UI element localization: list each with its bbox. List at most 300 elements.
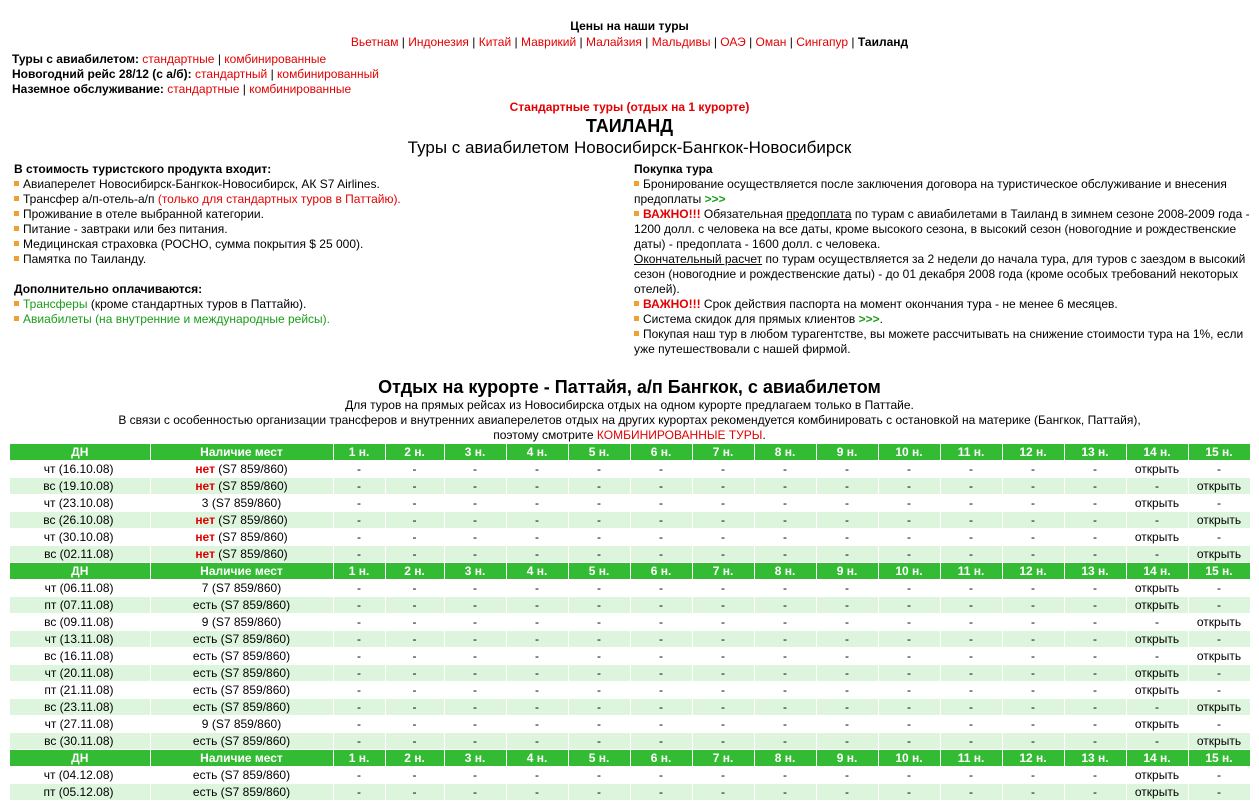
nights-cell: - [1002, 665, 1064, 682]
nights-cell: - [878, 597, 940, 614]
combined-tours-link[interactable]: КОМБИНИРОВАННЫЕ ТУРЫ [596, 428, 763, 442]
open-price-link[interactable]: открыть [1188, 478, 1250, 495]
nights-cell: - [754, 784, 816, 801]
nights-cell: - [385, 478, 444, 495]
purchase-item [634, 297, 1252, 312]
nights-cell: - [444, 733, 506, 750]
nights-cell: - [754, 699, 816, 716]
flight-number: (S7 859/860) [208, 580, 282, 595]
nights-cell: - [754, 716, 816, 733]
bullet-icon [14, 241, 19, 246]
availability-value: 9 [201, 716, 209, 731]
open-price-link[interactable]: открыть [1126, 767, 1188, 784]
nights-cell: - [333, 529, 385, 546]
nights-cell: - [444, 648, 506, 665]
availability-value: 9 [201, 614, 209, 629]
nights-cell: - [1002, 699, 1064, 716]
nights-cell: - [1002, 529, 1064, 546]
column-header: 5 н. [568, 563, 630, 580]
nights-cell: - [878, 665, 940, 682]
column-header: 7 н. [692, 563, 754, 580]
column-header: ДН [10, 750, 150, 767]
purchase-item [634, 177, 1252, 207]
tour-type-links [12, 52, 379, 97]
nights-cell: - [816, 512, 878, 529]
nights-cell: - [568, 546, 630, 563]
country-link-mauritius[interactable]: Маврикий [520, 35, 577, 49]
included-item [14, 252, 614, 267]
nights-cell: - [630, 512, 692, 529]
nights-cell: - [385, 631, 444, 648]
nights-cell: - [816, 597, 878, 614]
nights-cell: - [506, 546, 568, 563]
nights-cell: - [940, 716, 1002, 733]
nights-cell: - [333, 614, 385, 631]
nights-cell: - [1002, 784, 1064, 801]
nights-cell: - [333, 699, 385, 716]
table-row [10, 580, 1250, 597]
nights-cell: - [1064, 529, 1126, 546]
nights-cell: - [333, 512, 385, 529]
nights-cell: - [568, 682, 630, 699]
open-price-link[interactable]: открыть [1188, 546, 1250, 563]
agency-text: Покупая наш тур в любом турагентстве, вы можете рассчитывать на снижение стоимости тура на 1%, если уже путешествовали с нашей фирмой. [634, 327, 1244, 356]
column-header: 12 н. [1002, 563, 1064, 580]
availability-value: нет [195, 512, 215, 527]
nights-cell: - [1188, 495, 1250, 512]
nights-cell: - [878, 495, 940, 512]
nights-cell: - [1064, 495, 1126, 512]
open-price-link[interactable]: открыть [1188, 648, 1250, 665]
nights-cell: - [1002, 648, 1064, 665]
table-row [10, 716, 1250, 733]
booking-text: Бронирование осуществляется после заключения договора на туристическое обслуживание и внесения предоплаты [634, 177, 1227, 206]
open-price-link[interactable]: открыть [1126, 665, 1188, 682]
table-row [10, 784, 1250, 801]
open-price-link[interactable]: открыть [1188, 512, 1250, 529]
nights-cell: - [1126, 512, 1188, 529]
nights-cell: - [333, 546, 385, 563]
bullet-icon [14, 316, 19, 321]
column-header: 1 н. [333, 444, 385, 461]
availability-value: есть [192, 682, 218, 697]
newyear-link-combined[interactable]: комбинированный [277, 67, 379, 81]
column-header: 14 н. [1126, 750, 1188, 767]
nights-cell: - [385, 733, 444, 750]
nights-cell: - [568, 767, 630, 784]
discount-more-link[interactable]: >>> [858, 312, 880, 326]
nights-cell: - [444, 767, 506, 784]
nights-cell: - [385, 512, 444, 529]
nights-cell: - [506, 597, 568, 614]
bullet-icon [14, 181, 19, 186]
flight-number: (S7 859/860) [217, 597, 291, 612]
column-header: 6 н. [630, 444, 692, 461]
nights-cell: - [385, 495, 444, 512]
open-price-link[interactable]: открыть [1126, 529, 1188, 546]
column-header: 2 н. [385, 563, 444, 580]
nights-cell: - [878, 580, 940, 597]
nights-cell: - [444, 512, 506, 529]
country-link-maldives[interactable]: Мальдивы [651, 35, 711, 49]
country-link-oman[interactable]: Оман [755, 35, 787, 49]
nights-cell: - [333, 631, 385, 648]
nights-cell: - [1002, 495, 1064, 512]
nights-cell: - [1188, 597, 1250, 614]
column-header: 3 н. [444, 444, 506, 461]
passport-text: Срок действия паспорта на момент окончания тура - не менее 6 месяцев. [700, 297, 1118, 311]
availability-value: есть [192, 631, 218, 646]
availability-cell [150, 580, 333, 597]
nights-cell: - [333, 767, 385, 784]
booking-more-link[interactable]: >>> [704, 192, 726, 206]
nights-cell: - [1126, 478, 1188, 495]
departure-date: вс (19.10.08) [10, 478, 150, 495]
nights-cell: - [630, 733, 692, 750]
nights-cell: - [385, 648, 444, 665]
nights-cell: - [878, 478, 940, 495]
nights-cell: - [692, 648, 754, 665]
nights-cell: - [878, 716, 940, 733]
nights-cell: - [333, 682, 385, 699]
bullet-icon [14, 226, 19, 231]
column-header: 8 н. [754, 750, 816, 767]
availability-cell [150, 648, 333, 665]
availability-cell [150, 614, 333, 631]
column-header: 6 н. [630, 563, 692, 580]
prepay-details: по турам с авиабилетами в Таиланд в зимнем сезоне 2008-2009 года - 1200 долл. с человека на все даты, кроме высокого сезона, в высокий сезон (новогодние и рождественские даты) - предоплата - 1600 долл. с человека. [634, 207, 1250, 251]
availability-cell [150, 682, 333, 699]
tour-links-row: Туры с авиабилетом: стандартные | комбинированные [12, 52, 327, 66]
nights-cell: - [630, 716, 692, 733]
availability-value: нет [195, 529, 215, 544]
table-row [10, 699, 1250, 716]
open-price-link[interactable]: открыть [1126, 461, 1188, 478]
nights-cell: - [940, 512, 1002, 529]
departure-date: вс (26.10.08) [10, 512, 150, 529]
nights-cell: - [816, 478, 878, 495]
column-header: Наличие мест [150, 750, 333, 767]
nights-cell: - [1002, 512, 1064, 529]
nights-cell: - [1002, 733, 1064, 750]
flight-number: (S7 859/860) [214, 546, 288, 561]
nights-cell: - [1064, 699, 1126, 716]
bullet-icon [14, 196, 19, 201]
availability-value: нет [195, 546, 215, 561]
nights-cell: - [385, 665, 444, 682]
column-header: 2 н. [385, 444, 444, 461]
nights-cell: - [444, 580, 506, 597]
newyear-links-label: Новогодний рейс 28/12 (с а/б): [12, 67, 192, 81]
column-header: 12 н. [1002, 444, 1064, 461]
nights-cell: - [878, 631, 940, 648]
open-price-link[interactable]: открыть [1126, 631, 1188, 648]
nights-cell: - [385, 682, 444, 699]
ground-link-standard[interactable]: стандартные [167, 82, 240, 96]
nights-cell: - [630, 529, 692, 546]
departure-date: вс (23.11.08) [10, 699, 150, 716]
column-header: 14 н. [1126, 563, 1188, 580]
nights-cell: - [878, 733, 940, 750]
resort-line-3 [0, 428, 1259, 443]
nights-cell: - [444, 784, 506, 801]
departure-date: вс (02.11.08) [10, 546, 150, 563]
nights-cell: - [506, 529, 568, 546]
open-price-link[interactable]: открыть [1126, 716, 1188, 733]
included-item-text: Трансфер а/п-отель-а/п [23, 192, 158, 206]
included-item-text: Памятка по Таиланду. [23, 252, 147, 266]
country-link-malaysia[interactable]: Малайзия [586, 35, 642, 49]
open-price-link[interactable]: открыть [1188, 733, 1250, 750]
table-row [10, 478, 1250, 495]
bullet-icon [634, 211, 639, 216]
nights-cell: - [1002, 597, 1064, 614]
departure-date: чт (20.11.08) [10, 665, 150, 682]
tour-link-standard[interactable]: стандартные [142, 52, 215, 66]
nights-cell: - [506, 665, 568, 682]
availability-value: 3 [201, 495, 209, 510]
availability-cell [150, 665, 333, 682]
availability-value: есть [192, 767, 218, 782]
flights-link[interactable]: Авиабилеты (на внутренние и международные рейсы). [23, 312, 331, 326]
nights-cell: - [692, 767, 754, 784]
open-price-link[interactable]: открыть [1126, 784, 1188, 801]
departure-date: пт (07.11.08) [10, 597, 150, 614]
flight-number: (S7 859/860) [217, 631, 291, 646]
nights-cell: - [385, 767, 444, 784]
section-header [0, 100, 1259, 158]
nights-cell: - [1002, 614, 1064, 631]
nights-cell: - [754, 478, 816, 495]
nights-cell: - [940, 597, 1002, 614]
nights-cell: - [568, 665, 630, 682]
nights-cell: - [692, 529, 754, 546]
column-header: 11 н. [940, 444, 1002, 461]
nights-cell: - [444, 665, 506, 682]
nights-cell: - [692, 597, 754, 614]
final-payment-word: Окончательный расчет [634, 252, 763, 266]
price-header [0, 18, 1259, 50]
ground-link-combined[interactable]: комбинированные [249, 82, 352, 96]
nights-cell: - [754, 546, 816, 563]
nights-cell: - [816, 699, 878, 716]
table-row [10, 495, 1250, 512]
flight-number: (S7 859/860) [214, 512, 288, 527]
nights-cell: - [1126, 546, 1188, 563]
nights-cell: - [692, 682, 754, 699]
flight-number: (S7 859/860) [217, 784, 291, 799]
pattaya-standard-link[interactable]: (только для стандартных туров в Паттайю). [157, 192, 401, 206]
bullet-icon [14, 211, 19, 216]
nights-cell: - [333, 478, 385, 495]
nights-cell: - [940, 478, 1002, 495]
current-country: Таиланд [857, 35, 909, 49]
included-item [14, 192, 614, 207]
nights-cell: - [754, 597, 816, 614]
flight-number: (S7 859/860) [217, 733, 291, 748]
availability-cell [150, 784, 333, 801]
nights-cell: - [816, 631, 878, 648]
nights-cell: - [940, 699, 1002, 716]
extra-item [14, 312, 614, 327]
nights-cell: - [630, 767, 692, 784]
availability-cell [150, 546, 333, 563]
column-header: 15 н. [1188, 444, 1250, 461]
nights-cell: - [385, 580, 444, 597]
prepay-text: Обязательная [700, 207, 787, 221]
newyear-link-standard[interactable]: стандартный [195, 67, 268, 81]
departure-date: чт (16.10.08) [10, 461, 150, 478]
nights-cell: - [692, 716, 754, 733]
nights-cell: - [878, 529, 940, 546]
purchase-item [634, 327, 1252, 357]
nights-cell: - [692, 631, 754, 648]
column-header: 7 н. [692, 750, 754, 767]
open-price-link[interactable]: открыть [1126, 495, 1188, 512]
country-link-uae[interactable]: ОАЭ [720, 35, 746, 49]
nights-cell: - [754, 580, 816, 597]
column-header: 1 н. [333, 750, 385, 767]
nights-cell: - [506, 478, 568, 495]
nights-cell: - [333, 495, 385, 512]
country-link-china[interactable]: Китай [478, 35, 512, 49]
nights-cell: - [506, 648, 568, 665]
included-item [14, 237, 614, 252]
nights-cell: - [630, 784, 692, 801]
nights-cell: - [816, 648, 878, 665]
open-price-link[interactable]: открыть [1126, 682, 1188, 699]
nights-cell: - [1064, 478, 1126, 495]
nights-cell: - [1064, 682, 1126, 699]
open-price-link[interactable]: открыть [1126, 597, 1188, 614]
nights-cell: - [630, 682, 692, 699]
column-header: 4 н. [506, 750, 568, 767]
nights-cell: - [568, 512, 630, 529]
availability-value: есть [192, 648, 218, 663]
purchase-item [634, 207, 1252, 297]
nights-cell: - [568, 716, 630, 733]
open-price-link[interactable]: открыть [1126, 580, 1188, 597]
column-header: 6 н. [630, 750, 692, 767]
country-link-indonesia[interactable]: Индонезия [408, 35, 469, 49]
column-header: Наличие мест [150, 444, 333, 461]
nights-cell: - [692, 495, 754, 512]
nights-cell: - [816, 529, 878, 546]
nights-cell: - [692, 512, 754, 529]
availability-cell [150, 461, 333, 478]
nights-cell: - [816, 495, 878, 512]
nights-cell: - [878, 648, 940, 665]
newyear-links-row: Новогодний рейс 28/12 (с а/б): стандартный | комбинированный [12, 67, 379, 81]
included-item [14, 177, 614, 192]
nights-cell: - [630, 478, 692, 495]
nights-cell: - [878, 546, 940, 563]
nights-cell: - [1188, 665, 1250, 682]
included-column [14, 162, 614, 327]
nights-cell: - [1188, 580, 1250, 597]
prepay-word: предоплата [786, 207, 852, 221]
table-header-row [10, 750, 1250, 767]
table-row [10, 665, 1250, 682]
nights-cell: - [816, 767, 878, 784]
nights-cell: - [692, 461, 754, 478]
flight-number: (S7 859/860) [214, 461, 288, 476]
column-header: 3 н. [444, 750, 506, 767]
discount-tail: . [879, 312, 883, 326]
nights-cell: - [630, 614, 692, 631]
nights-cell: - [754, 495, 816, 512]
resort-section [0, 376, 1259, 443]
nights-cell: - [333, 716, 385, 733]
bullet-icon [634, 181, 639, 186]
country-link-singapore[interactable]: Сингапур [796, 35, 849, 49]
nights-cell: - [444, 631, 506, 648]
departure-date: чт (27.11.08) [10, 716, 150, 733]
resort-line-3-tail: . [762, 428, 766, 442]
nights-cell: - [568, 699, 630, 716]
column-header: 4 н. [506, 444, 568, 461]
nights-cell: - [878, 614, 940, 631]
nights-cell: - [1188, 784, 1250, 801]
country-link-vietnam[interactable]: Вьетнам [350, 35, 399, 49]
column-header: 4 н. [506, 563, 568, 580]
nights-cell: - [385, 614, 444, 631]
open-price-link[interactable]: открыть [1188, 614, 1250, 631]
nights-cell: - [940, 614, 1002, 631]
nights-cell: - [333, 665, 385, 682]
nights-cell: - [692, 733, 754, 750]
resort-line-1: Для туров на прямых рейсах из Новосибирска отдых на одном курорте предлагаем только в Паттайе. [345, 398, 914, 412]
nights-cell: - [630, 648, 692, 665]
nights-cell: - [1188, 716, 1250, 733]
open-price-link[interactable]: открыть [1188, 699, 1250, 716]
availability-cell [150, 597, 333, 614]
availability-cell [150, 631, 333, 648]
nights-cell: - [333, 580, 385, 597]
table-row [10, 597, 1250, 614]
tour-link-combined[interactable]: комбинированные [224, 52, 327, 66]
nights-cell: - [1002, 580, 1064, 597]
country-nav: Вьетнам | Индонезия | Китай | Маврикий | Малайзия | Мальдивы | ОАЭ | Оман | Сингапур | Таиланд [350, 35, 909, 49]
departure-date: вс (30.11.08) [10, 733, 150, 750]
nights-cell: - [1188, 767, 1250, 784]
availability-cell [150, 716, 333, 733]
nights-cell: - [940, 495, 1002, 512]
nights-cell: - [692, 665, 754, 682]
availability-value: есть [192, 665, 218, 680]
table-header-row [10, 563, 1250, 580]
nights-cell: - [816, 716, 878, 733]
resort-heading: Отдых на курорте - Паттайя, а/п Бангкок, с авиабилетом [378, 377, 881, 397]
nights-cell: - [444, 529, 506, 546]
column-header: ДН [10, 444, 150, 461]
resort-line-2: В связи с особенностью организации трансферов и внутренних авиаперелетов отдых на других курортах рекомендуется комбинировать с остановкой на материке (Бангкок, Паттайя), [118, 413, 1141, 427]
table-row [10, 631, 1250, 648]
nights-cell: - [1126, 648, 1188, 665]
availability-cell [150, 699, 333, 716]
column-header: 13 н. [1064, 563, 1126, 580]
column-header: 13 н. [1064, 750, 1126, 767]
price-table-body [10, 444, 1250, 801]
table-row [10, 461, 1250, 478]
availability-value: есть [192, 784, 218, 799]
column-header: 9 н. [816, 750, 878, 767]
nights-cell: - [1002, 461, 1064, 478]
transfers-link[interactable]: Трансферы [23, 297, 88, 311]
nights-cell: - [1188, 682, 1250, 699]
nights-cell: - [754, 665, 816, 682]
nights-cell: - [506, 784, 568, 801]
